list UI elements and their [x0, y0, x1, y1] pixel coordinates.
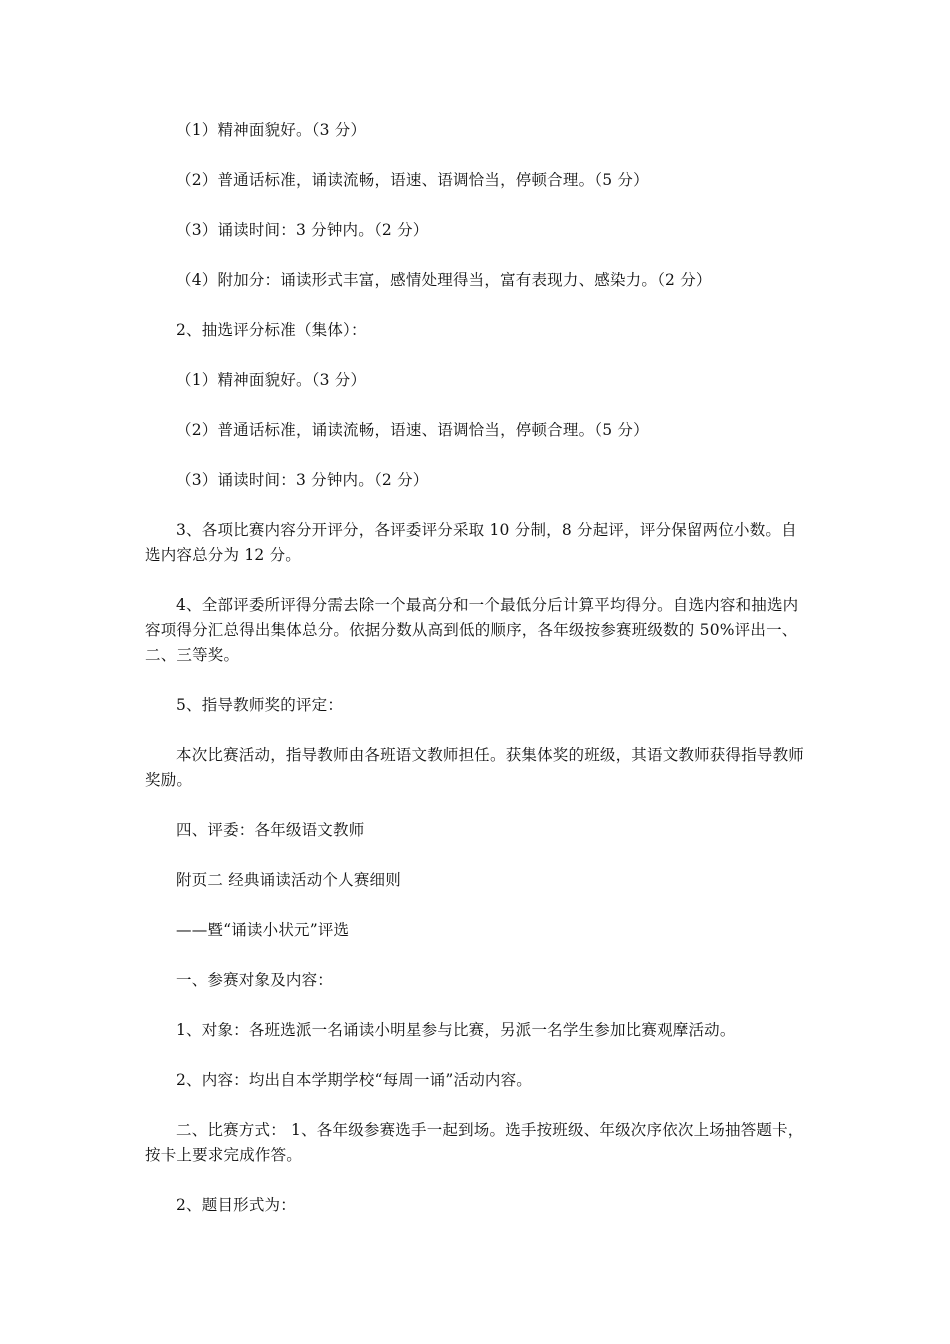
- paragraph-individual-criterion-1: （1）精神面貌好。（3 分）: [176, 121, 367, 139]
- paragraph-group-criterion-2: （2）普通话标准，诵读流畅，语速、语调恰当，停顿合理。（5 分）: [176, 421, 649, 439]
- document-body: [145, 118, 810, 1218]
- paragraph-participants-content: 2、内容：均出自本学期学校“每周一诵”活动内容。: [176, 1071, 533, 1089]
- paragraph-appendix-title: 附页二 经典诵读活动个人赛细则: [176, 871, 401, 889]
- paragraph-individual-criterion-3: （3）诵读时间：3 分钟内。（2 分）: [176, 221, 429, 239]
- paragraph-participants-target: 1、对象：各班选派一名诵读小明星参与比赛，另派一名学生参加比赛观摩活动。: [176, 1021, 736, 1039]
- paragraph-group-criterion-3: （3）诵读时间：3 分钟内。（2 分）: [176, 471, 429, 489]
- paragraph-participants-heading: 一、参赛对象及内容：: [176, 971, 334, 989]
- paragraph-individual-criterion-2: （2）普通话标准，诵读流畅，语速、语调恰当，停顿合理。（5 分）: [176, 171, 649, 189]
- paragraph-group-criteria-heading: 2、抽选评分标准（集体）：: [176, 321, 367, 339]
- paragraph-judges: 四、评委：各年级语文教师: [176, 821, 365, 839]
- paragraph-individual-criterion-4: （4）附加分：诵读形式丰富，感情处理得当，富有表现力、感染力。（2 分）: [176, 271, 712, 289]
- paragraph-scoring-rule: 3、各项比赛内容分开评分，各评委评分采取 10 分制，8 分起评，评分保留两位小数。自选内容总分为 12 分。: [145, 521, 797, 564]
- paragraph-teacher-award-detail: 本次比赛活动，指导教师由各班语文教师担任。获集体奖的班级，其语文教师获得指导教师奖励。: [145, 746, 805, 789]
- paragraph-question-format: 2、题目形式为：: [176, 1196, 296, 1214]
- paragraph-appendix-subtitle: ——暨“诵读小状元”评选: [176, 921, 350, 939]
- paragraph-group-criterion-1: （1）精神面貌好。（3 分）: [176, 371, 367, 389]
- paragraph-competition-format: 二、比赛方式： 1、各年级参赛选手一起到场。选手按班级、年级次序依次上场抽答题卡，按卡上要求完成作答。: [145, 1121, 804, 1164]
- paragraph-teacher-award-heading: 5、指导教师奖的评定：: [176, 696, 344, 714]
- paragraph-averaging-rule: 4、全部评委所评得分需去除一个最高分和一个最低分后计算平均得分。自选内容和抽选内容项得分汇总得出集体总分。依据分数从高到低的顺序，各年级按参赛班级数的 50%评出一、二、三等奖。: [145, 596, 799, 664]
